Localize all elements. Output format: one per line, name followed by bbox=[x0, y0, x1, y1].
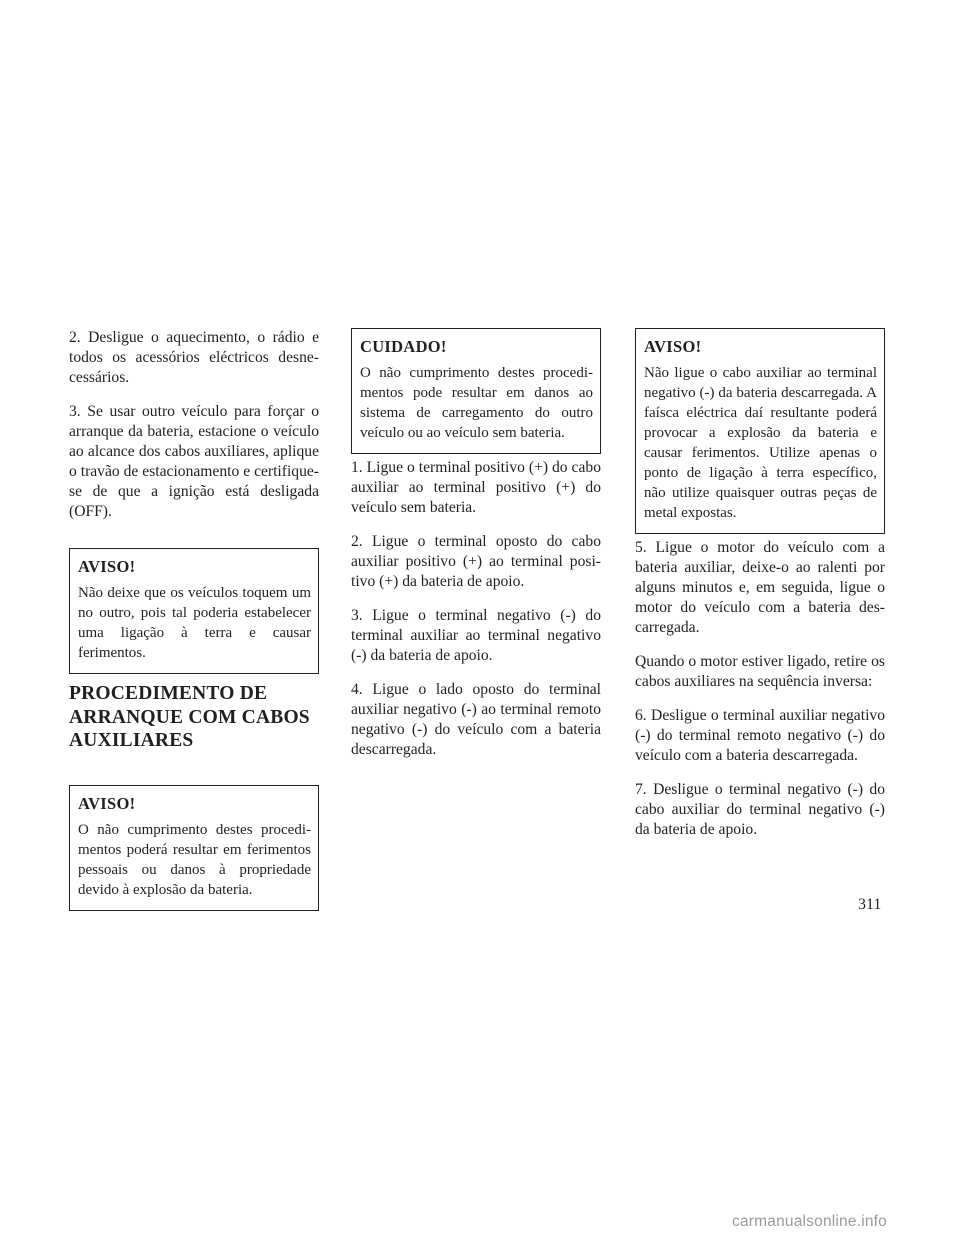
watermark: carmanualsonline.info bbox=[732, 1213, 887, 1230]
step-1-text: 1. Ligue o terminal positivo (+) do cabo auxiliar ao terminal positivo (+) do veículo sem bateria. bbox=[351, 459, 601, 516]
step-6-text: 6. Desligue o terminal auxiliar negativo (-) do terminal remoto negativo (-) do veículo com a bateria descarregada. bbox=[635, 707, 885, 764]
column-middle bbox=[351, 328, 601, 774]
section-heading: PROCEDIMENTO DE ARRANQUE COM CABOS AUXILIARES bbox=[69, 683, 310, 751]
removal-intro-text: Quando o motor estiver ligado, retire os cabos auxiliares na sequência inversa: bbox=[635, 653, 885, 690]
step-3-text: 3. Ligue o terminal negativo (-) do terminal auxiliar ao terminal negativo (-) da bateria de apoio. bbox=[351, 607, 601, 664]
step-4-text: 4. Ligue o lado oposto do terminal auxiliar negativo (-) ao terminal remoto negativo (-) do veículo com a bateria descarregada. bbox=[351, 681, 601, 758]
step-7-text: 7. Desligue o terminal negativo (-) do cabo auxiliar do terminal negativo (-) da bateria de apoio. bbox=[635, 781, 885, 838]
caution-title: CUIDADO! bbox=[360, 337, 447, 356]
warning-body: Não ligue o cabo auxiliar ao terminal negativo (-) da bateria descarregada. A faísca eléctrica daí resultante poderá provocar a explosão da bateria e causar ferimentos. Utilize apenas o ponto de ligação à terra específico, não utilize quaisquer outras peças de metal expostas. bbox=[644, 365, 877, 521]
warning-body: O não cumprimento destes procedimentos poderá resultar em ferimentos pessoais ou danos à propriedade devido à explosão da bateria. bbox=[78, 821, 311, 898]
warning-title: AVISO! bbox=[644, 337, 702, 356]
warning-title: AVISO! bbox=[78, 557, 136, 576]
caution-body: O não cumprimento destes procedimentos pode resultar em danos ao sistema de carregamento do outro veículo ou ao veículo sem bateria. bbox=[360, 365, 593, 441]
step-3-text: 3. Se usar outro veículo para forçar o arranque da bateria, estacione o veículo ao alcance dos cabos auxiliares, aplique o travão de estacionamento e certifique-se de que a ignição está desligada (OFF). bbox=[69, 403, 319, 520]
warning-box-negative-terminal bbox=[635, 328, 885, 534]
step-2-text: 2. Desligue o aquecimento, o rádio e todos os acessórios eléctricos desnecessários. bbox=[69, 329, 319, 386]
step-5-text: 5. Ligue o motor do veículo com a bateria auxiliar, deixe-o ao ralenti por alguns minutos e, em seguida, ligue o motor do veículo com a bateria descarregada. bbox=[635, 539, 885, 636]
warning-title: AVISO! bbox=[78, 793, 136, 813]
column-left bbox=[69, 328, 319, 911]
caution-box bbox=[351, 328, 601, 454]
page-number: 311 bbox=[858, 896, 882, 913]
column-right bbox=[635, 328, 885, 854]
warning-body: Não deixe que os veículos toquem um no outro, pois tal poderia estabelecer uma ligação à terra e causar ferimentos. bbox=[78, 585, 311, 661]
step-2-text: 2. Ligue o terminal oposto do cabo auxiliar positivo (+) ao terminal positivo (+) da bateria de apoio. bbox=[351, 533, 601, 590]
warning-box-vehicles-touch bbox=[69, 548, 319, 674]
warning-box-procedure bbox=[69, 785, 319, 911]
